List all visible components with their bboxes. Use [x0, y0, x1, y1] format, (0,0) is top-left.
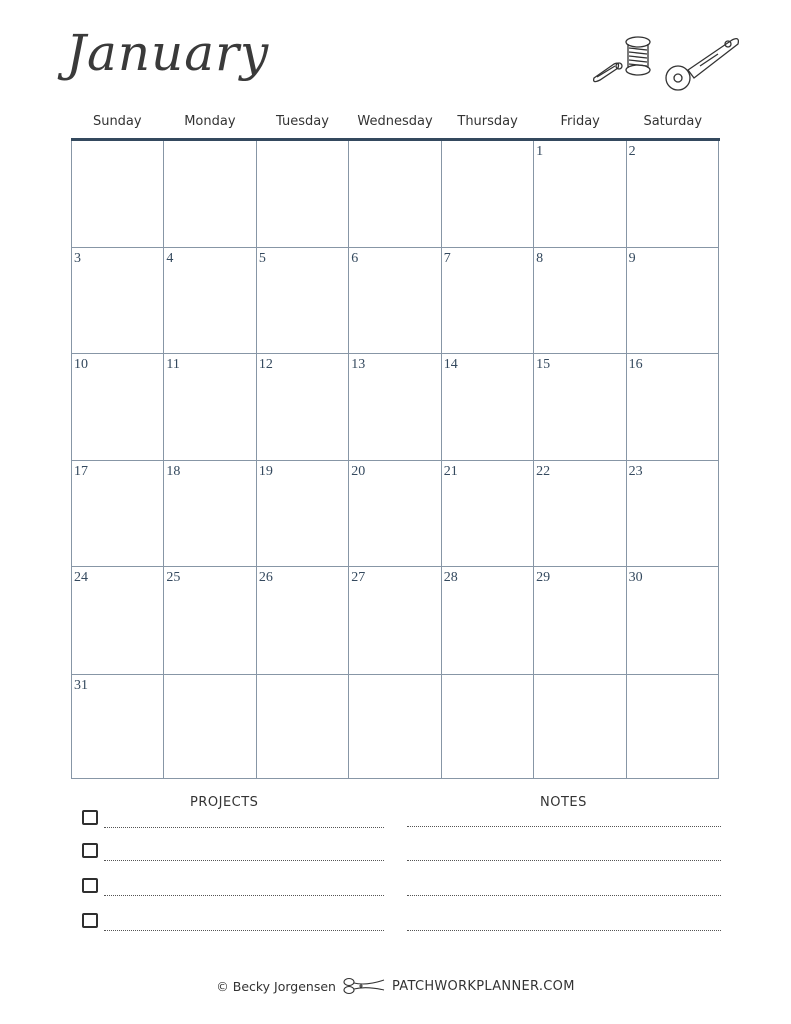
day-cell[interactable] [534, 566, 626, 674]
weekday-thursday: Thursday [457, 114, 518, 129]
date-number: 13 [351, 357, 366, 372]
note-line[interactable] [407, 860, 721, 861]
date-number: 14 [443, 357, 458, 372]
checkbox-icon[interactable] [82, 843, 98, 858]
day-cell[interactable] [349, 566, 441, 674]
notes-title: NOTES [540, 795, 587, 810]
empty-day-cell[interactable] [164, 674, 256, 779]
day-cell[interactable] [257, 353, 349, 460]
note-line[interactable] [407, 826, 721, 827]
date-number: 23 [628, 464, 643, 479]
empty-day-cell[interactable] [534, 674, 626, 779]
day-cell[interactable] [627, 566, 719, 674]
date-number: 4 [166, 251, 174, 266]
weekday-saturday: Saturday [643, 114, 703, 129]
checkbox-icon[interactable] [82, 810, 98, 825]
weekday-wednesday: Wednesday [357, 114, 433, 129]
project-item [82, 878, 384, 898]
date-number: 30 [628, 570, 643, 585]
day-cell[interactable] [534, 247, 626, 353]
day-cell[interactable] [442, 247, 534, 353]
day-cell[interactable] [534, 141, 626, 247]
date-number: 29 [536, 570, 551, 585]
day-cell[interactable] [164, 566, 256, 674]
calendar-grid [71, 141, 719, 779]
day-cell[interactable] [72, 566, 164, 674]
date-number: 10 [74, 357, 88, 372]
thread-spool-icon [626, 37, 650, 75]
day-cell[interactable] [442, 460, 534, 566]
day-cell[interactable] [627, 141, 719, 247]
day-cell[interactable] [257, 247, 349, 353]
sewing-illustration [588, 28, 748, 98]
date-number: 28 [443, 570, 458, 585]
empty-day-cell[interactable] [72, 141, 164, 247]
project-item [82, 843, 384, 863]
day-cell[interactable] [534, 460, 626, 566]
date-number: 6 [351, 251, 359, 266]
date-number: 19 [258, 464, 273, 479]
day-cell[interactable] [257, 566, 349, 674]
day-cell[interactable] [627, 247, 719, 353]
day-cell[interactable] [442, 566, 534, 674]
day-cell[interactable] [72, 674, 164, 779]
day-cell[interactable] [627, 353, 719, 460]
day-cell[interactable] [349, 353, 441, 460]
empty-day-cell[interactable] [442, 674, 534, 779]
weekday-friday: Friday [560, 114, 600, 129]
checkbox-icon[interactable] [82, 878, 98, 893]
date-number: 22 [536, 464, 551, 479]
project-item [82, 810, 384, 830]
date-number: 21 [443, 464, 458, 479]
project-item [82, 913, 384, 933]
empty-day-cell[interactable] [257, 674, 349, 779]
date-number: 9 [628, 251, 636, 266]
day-cell[interactable] [72, 247, 164, 353]
date-number: 31 [74, 678, 88, 693]
projects-title: PROJECTS [190, 795, 259, 810]
day-cell[interactable] [164, 353, 256, 460]
project-line[interactable] [104, 930, 384, 931]
date-number: 24 [74, 570, 88, 585]
date-number: 16 [628, 357, 643, 372]
date-number: 12 [258, 357, 273, 372]
empty-day-cell[interactable] [442, 141, 534, 247]
date-number: 17 [74, 464, 88, 479]
project-line[interactable] [104, 860, 384, 861]
date-number: 2 [628, 144, 636, 159]
empty-day-cell[interactable] [349, 674, 441, 779]
footer [0, 976, 791, 996]
day-cell[interactable] [164, 247, 256, 353]
weekday-header-row [71, 112, 719, 132]
month-title: January [66, 24, 270, 82]
footer-credit: © Becky Jorgensen [216, 978, 336, 994]
day-cell[interactable] [349, 247, 441, 353]
scissors-icon [342, 976, 386, 996]
day-cell[interactable] [257, 460, 349, 566]
date-number: 3 [74, 251, 81, 266]
day-cell[interactable] [72, 460, 164, 566]
empty-day-cell[interactable] [257, 141, 349, 247]
empty-day-cell[interactable] [627, 674, 719, 779]
day-cell[interactable] [627, 460, 719, 566]
date-number: 18 [166, 464, 181, 479]
safety-pin-icon [594, 63, 622, 82]
date-number: 8 [536, 251, 544, 266]
project-line[interactable] [104, 827, 384, 828]
date-number: 25 [166, 570, 181, 585]
day-cell[interactable] [534, 353, 626, 460]
date-number: 20 [351, 464, 366, 479]
date-number: 11 [166, 357, 180, 372]
day-cell[interactable] [164, 460, 256, 566]
day-cell[interactable] [442, 353, 534, 460]
day-cell[interactable] [349, 460, 441, 566]
checkbox-icon[interactable] [82, 913, 98, 928]
date-number: 27 [351, 570, 366, 585]
weekday-monday: Monday [184, 114, 236, 129]
date-number: 15 [536, 357, 551, 372]
empty-day-cell[interactable] [349, 141, 441, 247]
note-line[interactable] [407, 895, 721, 896]
empty-day-cell[interactable] [164, 141, 256, 247]
project-line[interactable] [104, 895, 384, 896]
date-number: 7 [443, 251, 451, 266]
date-number: 1 [536, 144, 544, 159]
rotary-cutter-icon [666, 39, 738, 90]
weekday-tuesday: Tuesday [276, 114, 329, 129]
day-cell[interactable] [72, 353, 164, 460]
weekday-sunday: Sunday [92, 114, 142, 129]
date-number: 5 [258, 251, 266, 266]
date-number: 26 [258, 570, 273, 585]
footer-website-link[interactable]: PATCHWORKPLANNER.COM [391, 978, 575, 994]
note-line[interactable] [407, 930, 721, 931]
